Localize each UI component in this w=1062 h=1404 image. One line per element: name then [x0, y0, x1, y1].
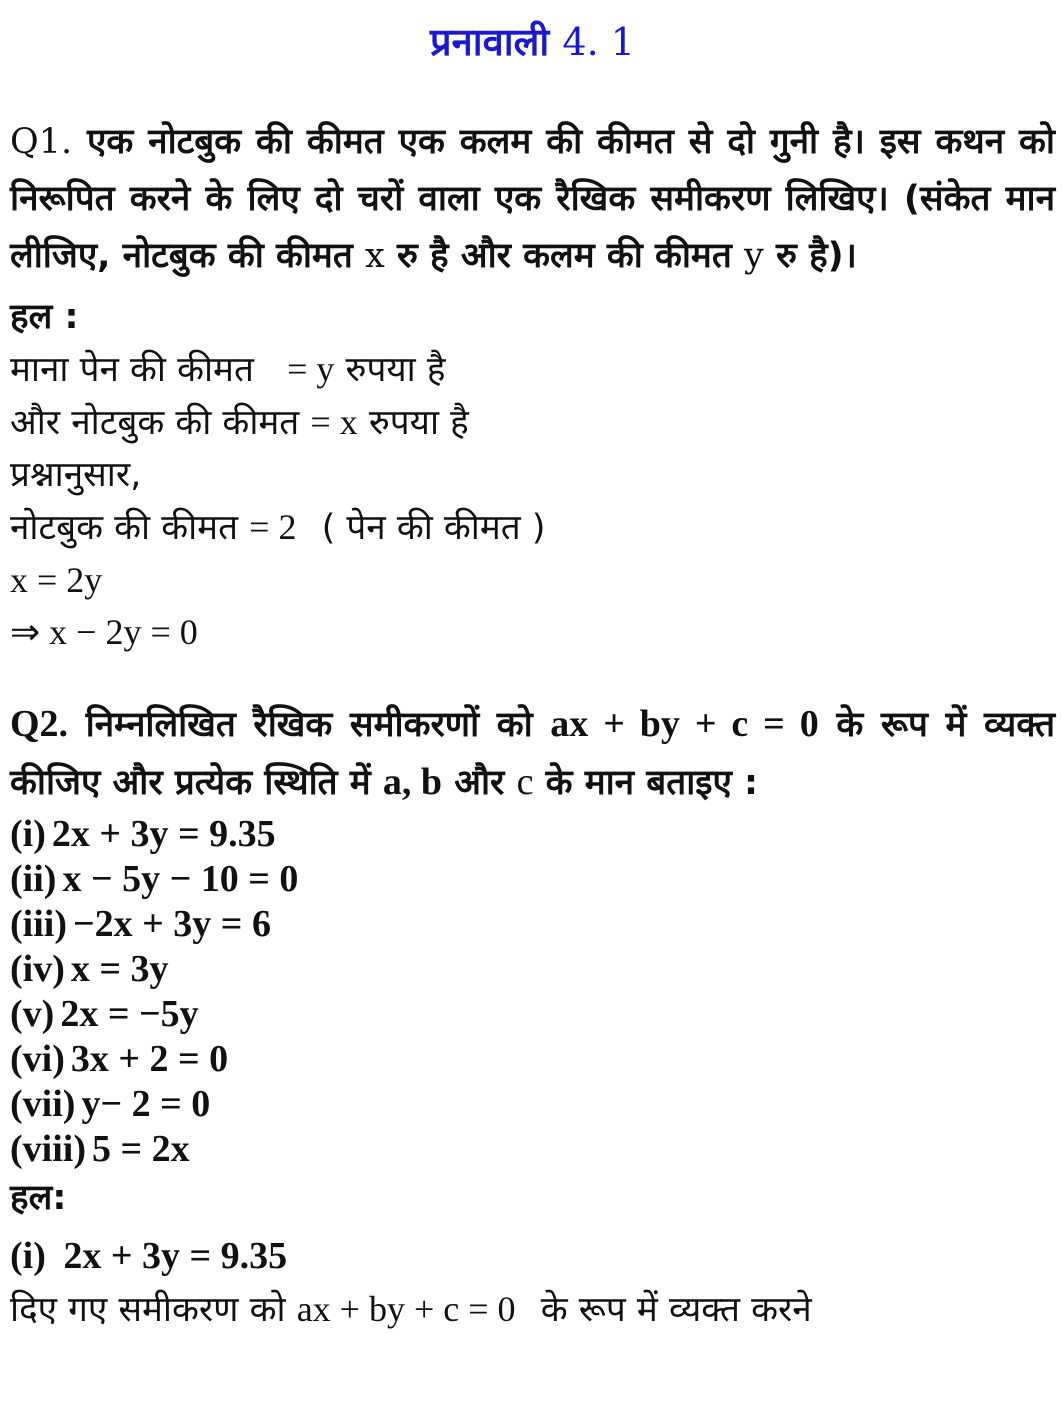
solution-1-line-2 — [10, 396, 1055, 449]
solution-2-last-line — [10, 1283, 1055, 1336]
s1-l1-math: = y — [287, 349, 335, 389]
equation-expr: y− 2 = 0 — [81, 1083, 211, 1125]
equation-label: (iii) — [10, 903, 67, 945]
solution-2-heading: हल: — [10, 1178, 67, 1218]
solution-2-item — [10, 1234, 1055, 1279]
s1-l1-end: रुपया है — [345, 350, 446, 390]
solution-1-line-5: x = 2y — [10, 560, 103, 600]
s2-item-label: (i) — [10, 1235, 46, 1277]
s1-l4-end: ( पेन की कीमत ) — [321, 508, 546, 548]
q1-text-part2: रु है और कलम की कीमत — [396, 236, 732, 276]
q2-label: Q2. — [10, 703, 69, 745]
equation-list — [10, 812, 1055, 1172]
document-page — [10, 0, 1055, 1336]
equation-expr: 3x + 2 = 0 — [70, 1038, 229, 1080]
q1-var-y: y — [744, 236, 764, 276]
q2-ab: a, b — [382, 761, 443, 803]
q2-text-part3: और — [454, 763, 505, 803]
s2-last-math: ax + by + c = 0 — [296, 1289, 516, 1329]
s1-l2-end: रुपया है — [368, 403, 469, 443]
s2-last-text2: के रूप में व्यक्त करने — [540, 1290, 812, 1330]
solution-1-line-3: प्रश्नानुसार, — [10, 455, 142, 495]
equation-expr: 2x + 3y = 9.35 — [51, 813, 276, 855]
equation-item — [10, 812, 1055, 857]
equation-expr: 2x = −5y — [60, 993, 199, 1035]
page-title — [10, 14, 1055, 70]
equation-expr: −2x + 3y = 6 — [72, 903, 271, 945]
equation-item — [10, 902, 1055, 947]
s1-l4-math: = 2 — [249, 507, 297, 547]
q2-text-part1: निम्नलिखित रैखिक समीकरणों को — [85, 705, 533, 745]
solution-1 — [10, 291, 1055, 658]
s1-l2-text: और नोटबुक की कीमत — [10, 403, 300, 443]
s2-item-expr: 2x + 3y = 9.35 — [63, 1235, 288, 1277]
equation-label: (i) — [10, 813, 46, 855]
equation-label: (vii) — [10, 1083, 76, 1125]
solution-1-line-6: ⇒ x − 2y = 0 — [10, 612, 198, 652]
question-1 — [10, 114, 1055, 285]
solution-1-line-4 — [10, 501, 1055, 554]
q2-text-part4: के मान बताइए : — [545, 763, 759, 803]
equation-item — [10, 992, 1055, 1037]
solution-2 — [10, 1172, 1055, 1336]
q2-c: c — [516, 761, 534, 803]
equation-label: (ii) — [10, 858, 57, 900]
q2-text-part2: के रूप में व्यक्त कीजिए और प्रत्येक स्थिति में — [10, 705, 1056, 803]
s2-last-text1: दिए गए समीकरण को — [10, 1290, 286, 1330]
q1-label: Q1. — [10, 122, 73, 162]
q1-text-part3: रु है)। — [775, 236, 857, 276]
s1-l2-math: = x — [310, 402, 358, 442]
equation-expr: x = 3y — [70, 948, 169, 990]
equation-label: (vi) — [10, 1038, 65, 1080]
equation-item — [10, 1037, 1055, 1082]
equation-expr: x − 5y − 10 = 0 — [62, 858, 299, 900]
equation-expr: 5 = 2x — [91, 1128, 190, 1170]
title-number: 4. 1 — [562, 20, 635, 64]
title-word: प्रनावाली — [430, 20, 550, 64]
equation-item — [10, 947, 1055, 992]
solution-1-line-1 — [10, 343, 1055, 396]
q2-form: ax + by + c = 0 — [550, 703, 819, 745]
q1-var-x: x — [365, 236, 385, 276]
equation-item — [10, 1082, 1055, 1127]
s1-l1-text: माना पेन की कीमत — [10, 350, 254, 390]
question-2 — [10, 696, 1055, 812]
solution-1-heading: हल : — [10, 297, 79, 337]
equation-item — [10, 1127, 1055, 1172]
q1-text-part1: एक नोटबुक की कीमत एक कलम की कीमत से दो गुनी है। इस कथन को निरूपित करने के लिए दो चरों वाला एक रैखिक समीकरण लिखिए। (संकेत मान लीजिए, नोटबुक की कीमत — [10, 122, 1056, 276]
equation-label: (viii) — [10, 1128, 86, 1170]
equation-label: (v) — [10, 993, 55, 1035]
s1-l4-text: नोटबुक की कीमत — [10, 508, 239, 548]
equation-item — [10, 857, 1055, 902]
equation-label: (iv) — [10, 948, 65, 990]
